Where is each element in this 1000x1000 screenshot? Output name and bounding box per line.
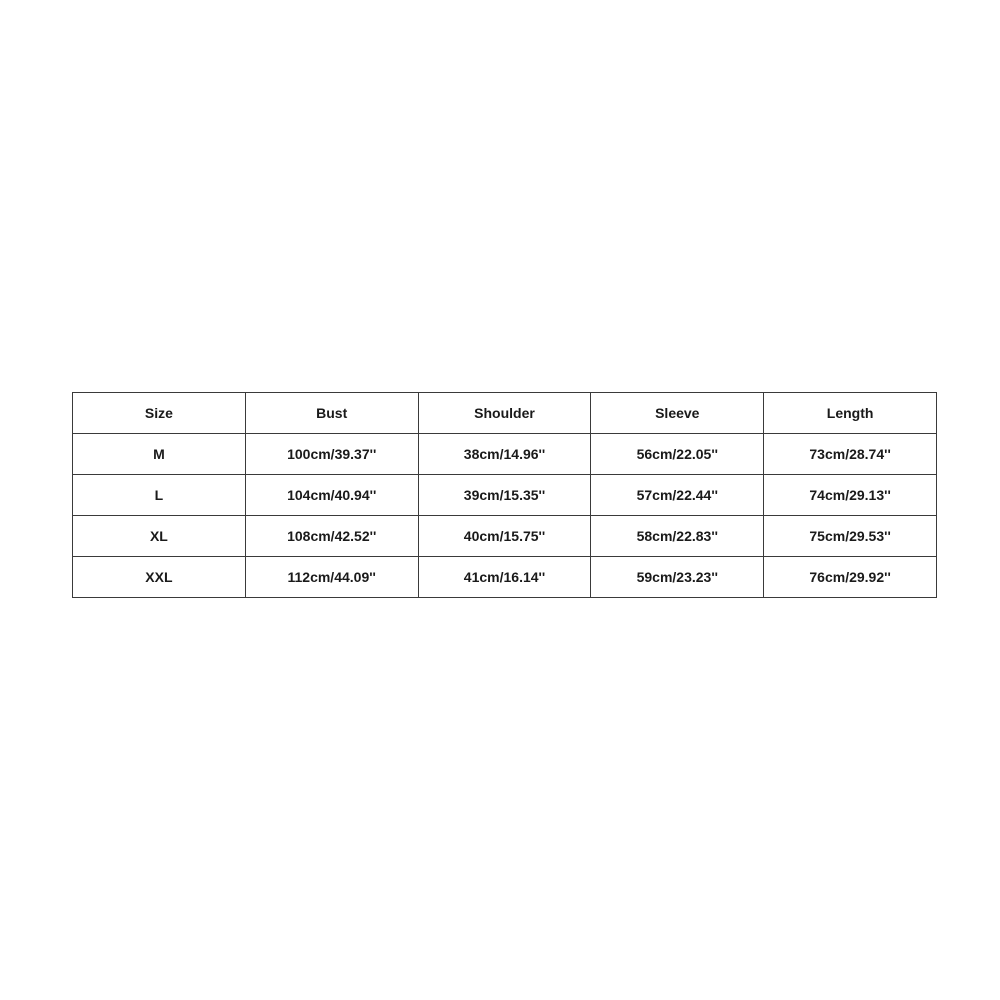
table-row xyxy=(73,475,937,516)
cell-length: 74cm/29.13'' xyxy=(764,475,937,516)
cell-length: 73cm/28.74'' xyxy=(764,434,937,475)
header-length: Length xyxy=(764,393,937,434)
cell-shoulder: 38cm/14.96'' xyxy=(418,434,591,475)
header-sleeve: Sleeve xyxy=(591,393,764,434)
cell-size: M xyxy=(73,434,246,475)
cell-shoulder: 41cm/16.14'' xyxy=(418,557,591,598)
cell-sleeve: 57cm/22.44'' xyxy=(591,475,764,516)
cell-bust: 108cm/42.52'' xyxy=(245,516,418,557)
size-chart-table xyxy=(72,392,937,598)
cell-bust: 112cm/44.09'' xyxy=(245,557,418,598)
header-bust: Bust xyxy=(245,393,418,434)
cell-size: XXL xyxy=(73,557,246,598)
cell-size: L xyxy=(73,475,246,516)
cell-size: XL xyxy=(73,516,246,557)
header-size: Size xyxy=(73,393,246,434)
cell-sleeve: 58cm/22.83'' xyxy=(591,516,764,557)
cell-bust: 104cm/40.94'' xyxy=(245,475,418,516)
cell-sleeve: 59cm/23.23'' xyxy=(591,557,764,598)
cell-length: 76cm/29.92'' xyxy=(764,557,937,598)
header-shoulder: Shoulder xyxy=(418,393,591,434)
cell-sleeve: 56cm/22.05'' xyxy=(591,434,764,475)
cell-shoulder: 40cm/15.75'' xyxy=(418,516,591,557)
cell-bust: 100cm/39.37'' xyxy=(245,434,418,475)
cell-length: 75cm/29.53'' xyxy=(764,516,937,557)
header-row xyxy=(73,393,937,434)
cell-shoulder: 39cm/15.35'' xyxy=(418,475,591,516)
table-row xyxy=(73,557,937,598)
table-row xyxy=(73,516,937,557)
table-row xyxy=(73,434,937,475)
